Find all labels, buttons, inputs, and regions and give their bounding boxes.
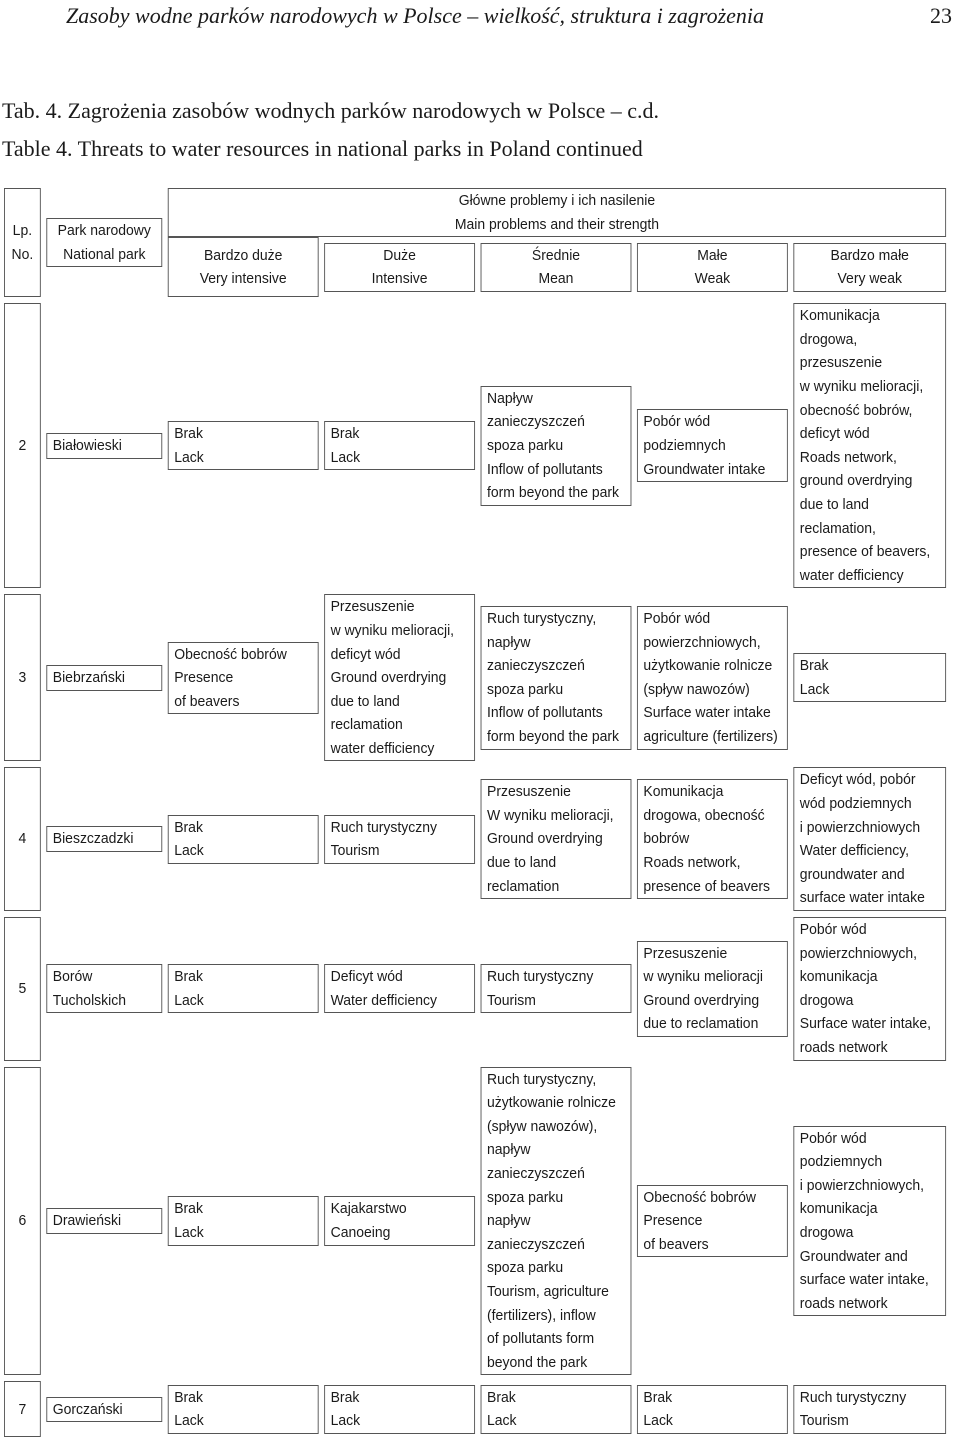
cell-line: drogowa, [799,330,858,348]
cell-line: Pobór wód [643,413,711,431]
cell-line: roads network [799,1294,888,1312]
cell-line: agriculture (fertilizers) [643,728,778,746]
cell-text: 3 [18,669,27,687]
cell-line: Komunikacja [799,307,880,325]
row-mean [481,1067,632,1376]
cell-line: Brak [174,968,203,986]
cell-line: Groundwater intake [643,460,766,478]
header-mean [481,243,632,292]
row-intensive [324,815,475,864]
row-very-weak [793,653,946,702]
cell-line: napływ [487,633,531,651]
cell-line: of beavers [643,1235,709,1253]
header-weak [637,243,788,292]
cell-line: Park narodowy [57,222,151,239]
cell-line: deficyt wód [330,645,401,663]
table-caption-english: Table 4. Threats to water resources in national parks in Poland continued [2,136,643,161]
cell-line: Deficyt wód, pobór [799,771,916,789]
cell-line: Pobór wód [799,921,867,939]
cell-line: surface water intake, [799,1271,929,1289]
cell-line: Bieszczadzki [52,830,134,848]
cell-line: obecność bobrów, [799,401,913,419]
cell-line: Ground overdrying [643,991,760,1009]
row-very-intensive [168,815,319,864]
row-very-intensive [168,1385,319,1434]
cell-line: Biebrzański [52,669,125,687]
cell-line: Brak [799,657,829,675]
cell-line: komunikacja [799,1200,878,1218]
cell-line: Brak [174,1388,203,1406]
cell-line: reclamation [330,716,403,734]
row-very-weak [793,1126,946,1317]
row-mean [481,386,632,506]
cell-line: W wyniku melioracji, [487,806,614,824]
header-lp [4,188,41,297]
running-header [0,0,960,28]
row-mean [481,964,632,1013]
cell-line: Lack [174,1412,204,1430]
cell-line: Lack [330,448,361,466]
row-park-name [46,665,162,691]
cell-line: Surface water intake, [799,1015,932,1033]
threats-table [4,188,946,1437]
cell-line: powierzchniowych, [643,633,761,651]
cell-line: Obecność bobrów [643,1188,757,1206]
table-row [4,1381,946,1437]
cell-line: zanieczyszczeń [487,657,585,675]
cell-line: bobrów [643,830,690,848]
cell-text: 7 [18,1400,27,1418]
cell-line: Tucholskich [52,991,127,1009]
row-mean [481,606,632,750]
cell-line: ground overdrying [799,472,913,490]
table-row [4,767,946,911]
row-weak [637,409,788,482]
row-intensive [324,1385,475,1434]
cell-line: spoza parku [487,1259,564,1277]
cell-line: presence of beavers, [799,543,931,561]
cell-line: Brak [174,425,203,443]
cell-line: Lack [174,1223,204,1241]
cell-line: Duże [383,246,416,264]
cell-line: Lack [643,1412,673,1430]
header-park [46,218,162,267]
cell-line: Tourism [330,842,380,860]
cell-line: Brak [643,1388,673,1406]
header-main-problems [168,188,946,237]
cell-line: zanieczyszczeń [487,1164,585,1182]
row-very-weak [793,303,946,588]
cell-text: 2 [18,436,27,454]
cell-line: beyond the park [487,1353,588,1371]
row-park-name [46,1208,162,1234]
cell-line: zanieczyszczeń [487,1235,585,1253]
cell-line: (fertilizers), inflow [487,1306,596,1324]
cell-line: Ground overdrying [487,830,603,848]
cell-line: Brak [330,425,360,443]
cell-line: Ground overdrying [330,669,447,687]
cell-text: 5 [18,980,27,998]
header-very-weak [793,243,946,292]
cell-line: Ruch turystyczny, [487,1070,597,1088]
cell-line: wód podziemnych [799,795,912,813]
cell-line: napływ [487,1212,531,1230]
cell-line: Very weak [837,270,902,288]
cell-line: Brak [174,818,203,836]
cell-line: w wyniku melioracji, [330,621,455,639]
cell-line: Intensive [371,270,428,288]
row-lp [4,917,41,1061]
cell-line: Lack [174,991,204,1009]
cell-line: Lp. [12,222,33,239]
table-caption-polish: Tab. 4. Zagrożenia zasobów wodnych parków narodowych w Polsce – c.d. [2,98,660,123]
cell-line: drogowa [799,991,854,1009]
cell-line: (spływ nawozów) [643,680,750,698]
table-row [4,303,946,588]
cell-line: Obecność bobrów [174,645,287,663]
cell-line: i powierzchniowych, [799,1176,925,1194]
cell-line: Presence [643,1212,703,1230]
cell-line: Canoeing [330,1223,391,1241]
row-lp [4,303,41,588]
cell-line: Lack [487,1412,517,1430]
row-very-weak [793,917,946,1061]
cell-line: spoza parku [487,680,564,698]
table-row [4,594,946,761]
cell-line: Deficyt wód [330,968,403,986]
table-row [4,917,946,1061]
cell-line: w wyniku melioracji [643,968,763,986]
cell-line: Inflow of pollutants [487,704,603,722]
cell-line: Very intensive [199,270,287,288]
cell-line: podziemnych [799,1153,883,1171]
row-very-intensive [168,642,319,715]
cell-line: water defficiency [799,566,904,584]
cell-line: Lack [174,448,204,466]
cell-line: deficyt wód [799,425,870,443]
cell-line: form beyond the park [487,728,620,746]
cell-line: Roads network, [799,448,897,466]
cell-line: spoza parku [487,436,564,454]
cell-line: napływ [487,1141,531,1159]
row-lp [4,1381,41,1437]
row-weak [637,606,788,750]
cell-line: Borów [52,968,93,986]
cell-line: No. [11,245,34,263]
header-intensive [324,243,475,292]
cell-line: Brak [487,1388,516,1406]
cell-line: Przesuszenie [487,783,571,801]
cell-line: Przesuszenie [643,944,728,962]
cell-line: Tourism [487,991,536,1009]
cell-line: podziemnych [643,436,726,454]
cell-line: Tourism, agriculture [487,1282,609,1300]
cell-line: Lack [174,842,204,860]
cell-line: groundwater and [799,865,905,883]
cell-line: presence of beavers [643,877,771,895]
row-lp [4,594,41,761]
cell-line: Inflow of pollutants [487,460,603,478]
cell-line: Water defficiency [330,991,438,1009]
cell-line: Bardzo małe [830,246,909,264]
cell-line: Lack [330,1412,361,1430]
cell-line: drogowa, obecność [643,806,765,824]
cell-line: użytkowanie rolnicze [643,657,773,675]
cell-line: Bardzo duże [203,246,283,264]
cell-line: Komunikacja [643,783,724,801]
cell-line: roads network [799,1039,888,1056]
cell-line: Średnie [531,246,581,264]
row-very-weak [793,1385,946,1434]
row-lp [4,767,41,911]
row-intensive [324,594,475,761]
cell-line: Main problems and their strength [454,215,660,233]
cell-line: of beavers [174,692,240,710]
row-intensive [324,964,475,1013]
cell-line: surface water intake [799,889,925,907]
cell-line: due to land [487,854,557,872]
cell-line: Ruch turystyczny, [487,610,597,628]
cell-line: Pobór wód [799,1129,867,1147]
row-intensive [324,421,475,470]
cell-line: w wyniku melioracji, [799,377,924,395]
cell-line: spoza parku [487,1188,564,1206]
cell-line: Ruch turystyczny [799,1388,907,1406]
cell-line: Napływ [487,389,533,407]
header-very-intensive [168,237,319,297]
table-caption [2,92,902,168]
row-park-name [46,1397,162,1423]
cell-line: of pollutants form [487,1330,595,1348]
cell-text: 6 [18,1212,27,1230]
cell-line: due to land [799,495,869,513]
cell-line: drogowa [799,1223,854,1241]
cell-line: Brak [174,1200,203,1218]
row-park-name [46,964,162,1013]
cell-line: Weak [694,270,731,288]
page-number: 23 [930,3,952,28]
table-row [4,1067,946,1376]
row-very-intensive [168,421,319,470]
cell-line: Mean [538,270,574,288]
row-weak [637,779,788,899]
cell-line: Drawieński [52,1212,122,1230]
cell-line: reclamation, [799,519,876,537]
row-park-name [46,433,162,459]
cell-line: Tourism [799,1412,849,1430]
cell-line: Lack [799,680,830,698]
cell-text: 4 [18,830,27,848]
cell-line: i powierzchniowych [799,818,921,836]
row-weak [637,1385,788,1434]
cell-line: water defficiency [330,739,435,757]
cell-line: National park [63,245,146,263]
cell-line: Białowieski [52,436,122,454]
cell-line: Przesuszenie [330,598,415,616]
cell-line: Roads network, [643,854,741,872]
cell-line: Pobór wód [643,610,711,628]
cell-line: powierzchniowych, [799,944,918,962]
row-mean [481,1385,632,1434]
cell-line: reclamation [487,877,560,895]
row-weak [637,941,788,1037]
cell-line: komunikacja [799,968,878,986]
journal-running-title: Zasoby wodne parków narodowych w Polsce – wielkość, struktura i zagrożenia [66,3,765,28]
row-very-intensive [168,964,319,1013]
cell-line: zanieczyszczeń [487,413,585,431]
row-intensive [324,1196,475,1245]
cell-line: Water defficiency, [799,842,910,860]
cell-line: Główne problemy i ich nasilenie [458,192,656,209]
cell-line: Małe [697,246,728,264]
row-weak [637,1185,788,1258]
row-lp [4,1067,41,1376]
cell-line: Groundwater and [799,1247,908,1265]
row-very-intensive [168,1196,319,1245]
cell-line: Surface water intake [643,704,771,722]
cell-line: Ruch turystyczny [330,818,437,836]
cell-line: Ruch turystyczny [487,968,594,986]
cell-line: użytkowanie rolnicze [487,1094,616,1112]
row-mean [481,779,632,899]
cell-line: Presence [174,669,234,687]
cell-line: due to reclamation [643,1015,759,1033]
cell-line: (spływ nawozów), [487,1117,598,1135]
cell-line: Kajakarstwo [330,1200,407,1218]
cell-line: Brak [330,1388,360,1406]
cell-line: Gorczański [52,1400,123,1418]
cell-line: due to land [330,692,400,710]
row-very-weak [793,767,946,911]
row-park-name [46,826,162,852]
cell-line: form beyond the park [487,484,620,502]
cell-line: przesuszenie [799,354,883,372]
